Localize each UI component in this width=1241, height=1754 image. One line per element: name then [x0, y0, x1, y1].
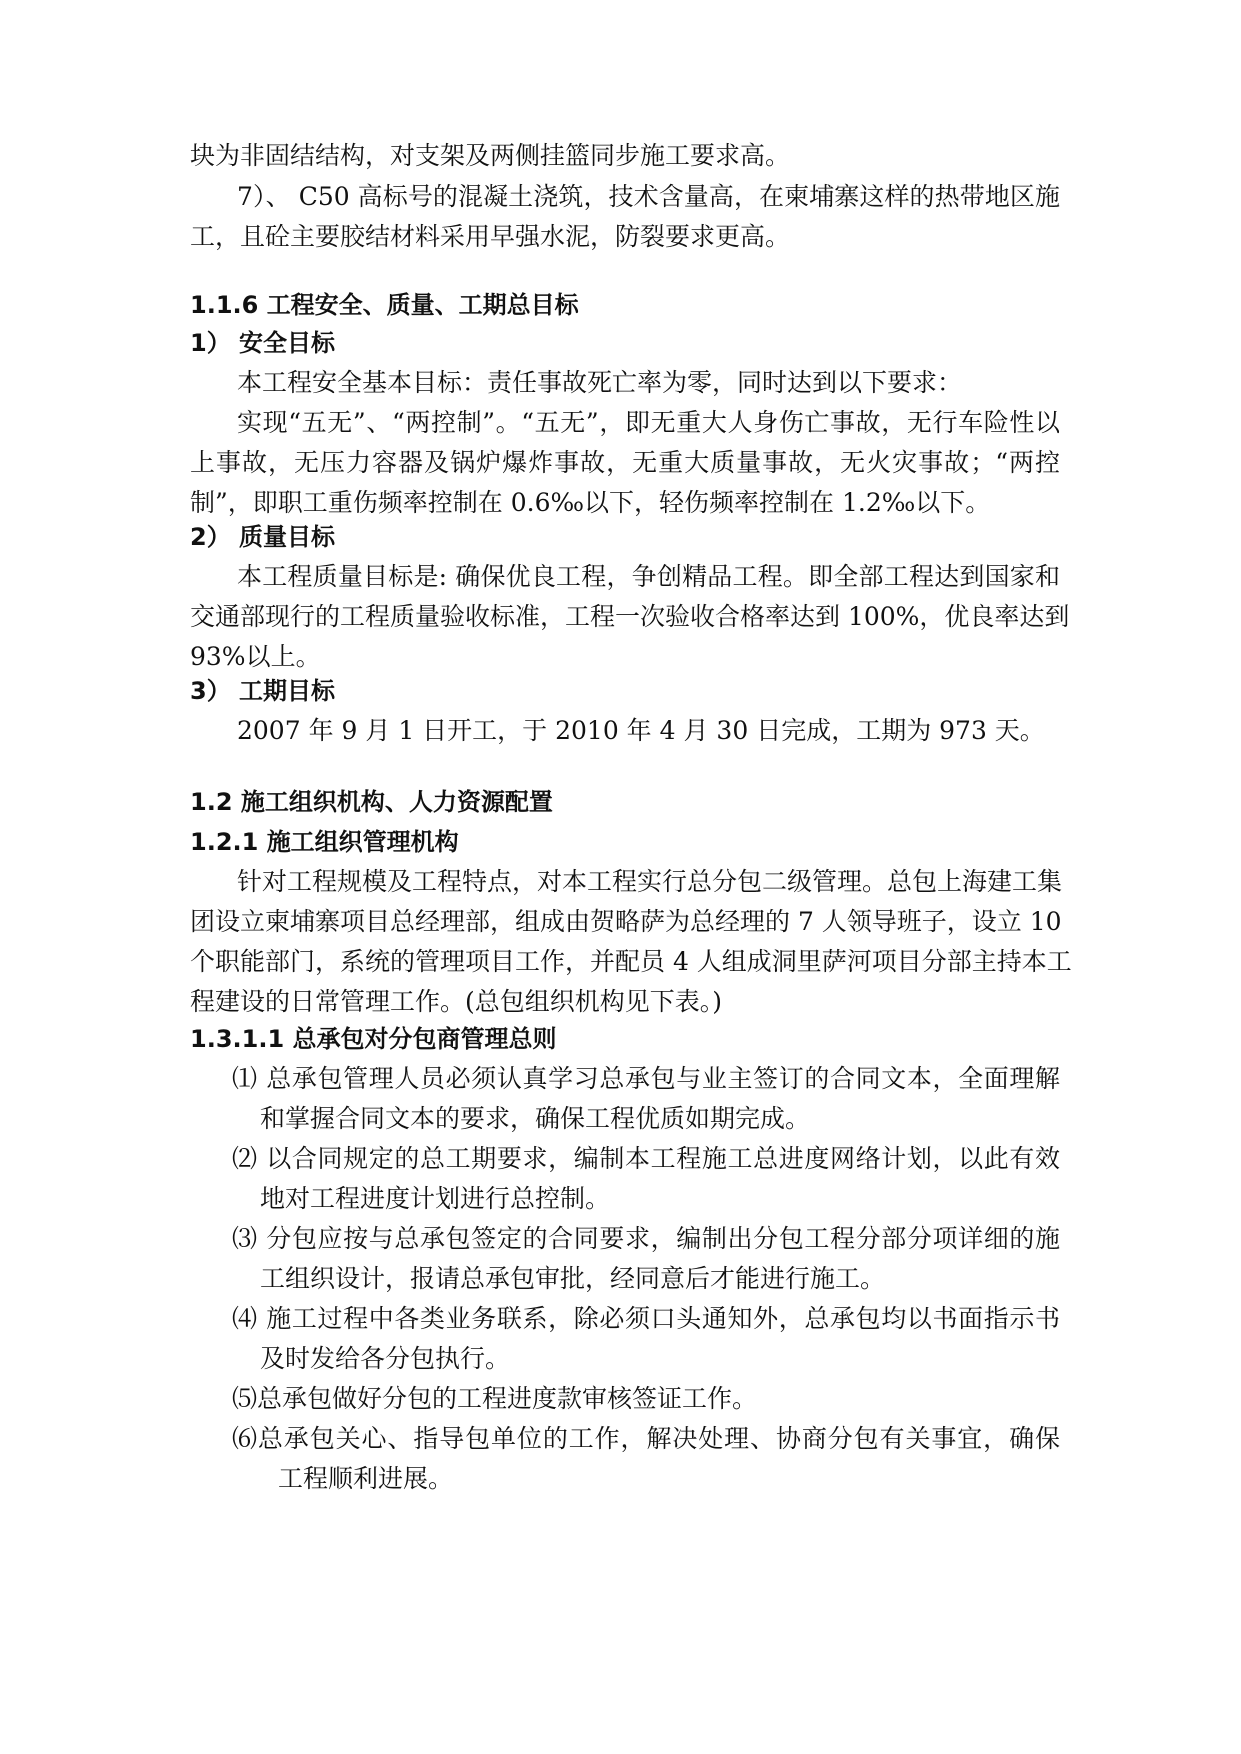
section-heading-1-1-6: 1.1.6 工程安全、质量、工期总目标	[190, 291, 579, 319]
subheading-safety-goal: 1） 安全目标	[190, 329, 336, 357]
list-item-3: ⑶ 分包应按与总承包签定的合同要求，编制出分包工程分部分项详细的施	[232, 1224, 1060, 1253]
section-heading-1-2: 1.2 施工组织机构、人力资源配置	[190, 788, 553, 816]
section-heading-1-3-1-1: 1.3.1.1 总承包对分包商管理总则	[190, 1025, 557, 1053]
list-item-2-cont: 地对工程进度计划进行总控制。	[260, 1184, 611, 1213]
paragraph-line: 上事故，无压力容器及锅炉爆炸事故，无重大质量事故，无火灾事故；“两控	[190, 448, 1060, 477]
paragraph-line: 团设立柬埔寨项目总经理部，组成由贺略萨为总经理的 7 人领导班子，设立 10	[190, 907, 1062, 936]
paragraph-line: 2007 年 9 月 1 日开工，于 2010 年 4 月 30 日完成，工期为 973 天。	[237, 716, 1045, 745]
list-item-5: ⑸总承包做好分包的工程进度款审核签证工作。	[232, 1384, 758, 1413]
paragraph-line: 93%以上。	[190, 642, 321, 671]
paragraph-line: 个职能部门，系统的管理项目工作，并配员 4 人组成洞里萨河项目分部主持本工	[190, 947, 1072, 976]
list-item-4-cont: 及时发给各分包执行。	[260, 1344, 511, 1373]
paragraph-line: 块为非固结结构，对支架及两侧挂篮同步施工要求高。	[190, 141, 791, 170]
list-item-6: ⑹总承包关心、指导包单位的工作，解决处理、协商分包有关事宜，确保	[232, 1424, 1060, 1453]
section-heading-1-2-1: 1.2.1 施工组织管理机构	[190, 828, 459, 856]
paragraph-line: 交通部现行的工程质量验收标准，工程一次验收合格率达到 100%，优良率达到	[190, 602, 1070, 631]
subheading-schedule-goal: 3） 工期目标	[190, 677, 336, 705]
paragraph-line: 程建设的日常管理工作。(总包组织机构见下表。)	[190, 987, 723, 1016]
list-item-4: ⑷ 施工过程中各类业务联系，除必须口头通知外，总承包均以书面指示书	[232, 1304, 1060, 1333]
paragraph-line: 本工程质量目标是: 确保优良工程，争创精品工程。即全部工程达到国家和	[237, 562, 1060, 591]
paragraph-line: 针对工程规模及工程特点，对本工程实行总分包二级管理。总包上海建工集	[237, 867, 1063, 896]
subheading-quality-goal: 2） 质量目标	[190, 523, 336, 551]
paragraph-line: 制”，即职工重伤频率控制在 0.6‰以下，轻伤频率控制在 1.2‰以下。	[190, 488, 991, 517]
list-item-1-cont: 和掌握合同文本的要求，确保工程优质如期完成。	[260, 1104, 811, 1133]
paragraph-line: 工，且砼主要胶结材料采用早强水泥，防裂要求更高。	[190, 222, 791, 251]
paragraph-line: 实现“五无”、“两控制”。“五无”，即无重大人身伤亡事故，无行车险性以	[237, 408, 1060, 437]
list-item-3-cont: 工组织设计，报请总承包审批，经同意后才能进行施工。	[260, 1264, 886, 1293]
list-item-1: ⑴ 总承包管理人员必须认真学习总承包与业主签订的合同文本，全面理解	[232, 1064, 1060, 1093]
list-item-7: 7）、 C50 高标号的混凝土浇筑，技术含量高，在柬埔寨这样的热带地区施	[237, 182, 1060, 211]
list-item-6-cont: 工程顺利进展。	[278, 1464, 454, 1493]
list-item-2: ⑵ 以合同规定的总工期要求，编制本工程施工总进度网络计划，以此有效	[232, 1144, 1060, 1173]
paragraph-line: 本工程安全基本目标：责任事故死亡率为零，同时达到以下要求：	[237, 368, 963, 397]
